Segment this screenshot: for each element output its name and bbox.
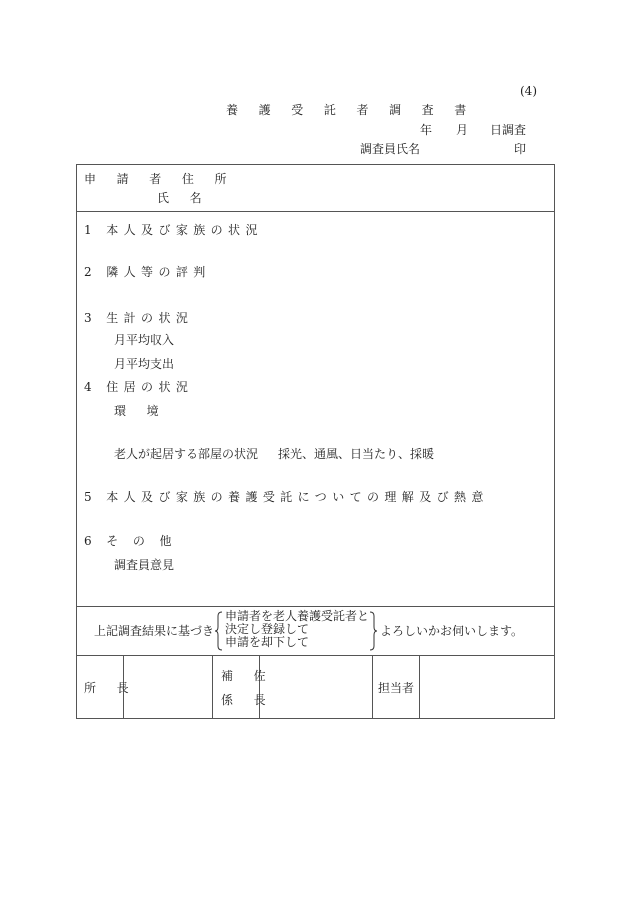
date-year-label: 年: [420, 123, 433, 137]
elderly-room-label: 老人が起居する部屋の状況: [114, 447, 259, 461]
section-understanding: 5 本人及び家族の養護受託についての理解及び熱意: [84, 490, 489, 504]
section-livelihood: 3 生計の状況: [84, 311, 194, 325]
conclusion-option-register-cont: 決定し登録して: [225, 622, 310, 636]
date-day-label: 日調査: [490, 123, 527, 137]
conclusion-prefix: 上記調査結果に基づき: [94, 624, 215, 638]
conclusion-option-reject: 申請を却下して: [225, 635, 310, 649]
conclusion-suffix: よろしいかお伺いします。: [380, 624, 524, 638]
approval-col-divider-3: [259, 655, 260, 719]
approval-col-divider-4: [372, 655, 373, 719]
approval-staff-label: 担当者: [378, 681, 415, 695]
environment-label: 環 境: [114, 404, 168, 418]
section-housing: 4 住居の状況: [84, 380, 194, 394]
page-number: (4): [520, 84, 537, 98]
approval-col-divider-5: [419, 655, 420, 719]
monthly-income-label: 月平均収入: [114, 333, 175, 347]
document-title: 養 護 受 託 者 調 査 書: [226, 103, 475, 117]
applicant-divider: [76, 211, 555, 212]
section-neighbor-reputation: 2 隣人等の評判: [84, 265, 211, 279]
investigator-name-label: 調査員氏名: [360, 142, 421, 156]
approval-assistant-label: 補 佐: [221, 669, 275, 683]
section-family-status: 1 本人及び家族の状況: [84, 223, 263, 237]
section-other: 6 そ の 他: [84, 534, 177, 548]
approval-col-divider-2: [212, 655, 213, 719]
left-brace-icon: [215, 611, 223, 651]
applicant-address-label: 申 請 者 住 所: [84, 172, 235, 186]
conclusion-option-register: 申請者を老人養護受託者と: [225, 609, 370, 623]
room-conditions-label: 採光、通風、日当たり、採暖: [278, 447, 435, 461]
approval-director-label: 所 長: [84, 681, 138, 695]
applicant-name-label: 氏 名: [157, 191, 211, 205]
seal-mark: 印: [514, 142, 527, 156]
sections-divider: [76, 606, 555, 607]
investigator-opinion-label: 調査員意見: [114, 558, 175, 572]
date-month-label: 月: [456, 123, 469, 137]
right-brace-icon: [369, 611, 377, 651]
approval-chief-label: 係 長: [221, 693, 275, 707]
monthly-expense-label: 月平均支出: [114, 357, 175, 371]
conclusion-divider: [76, 655, 555, 656]
